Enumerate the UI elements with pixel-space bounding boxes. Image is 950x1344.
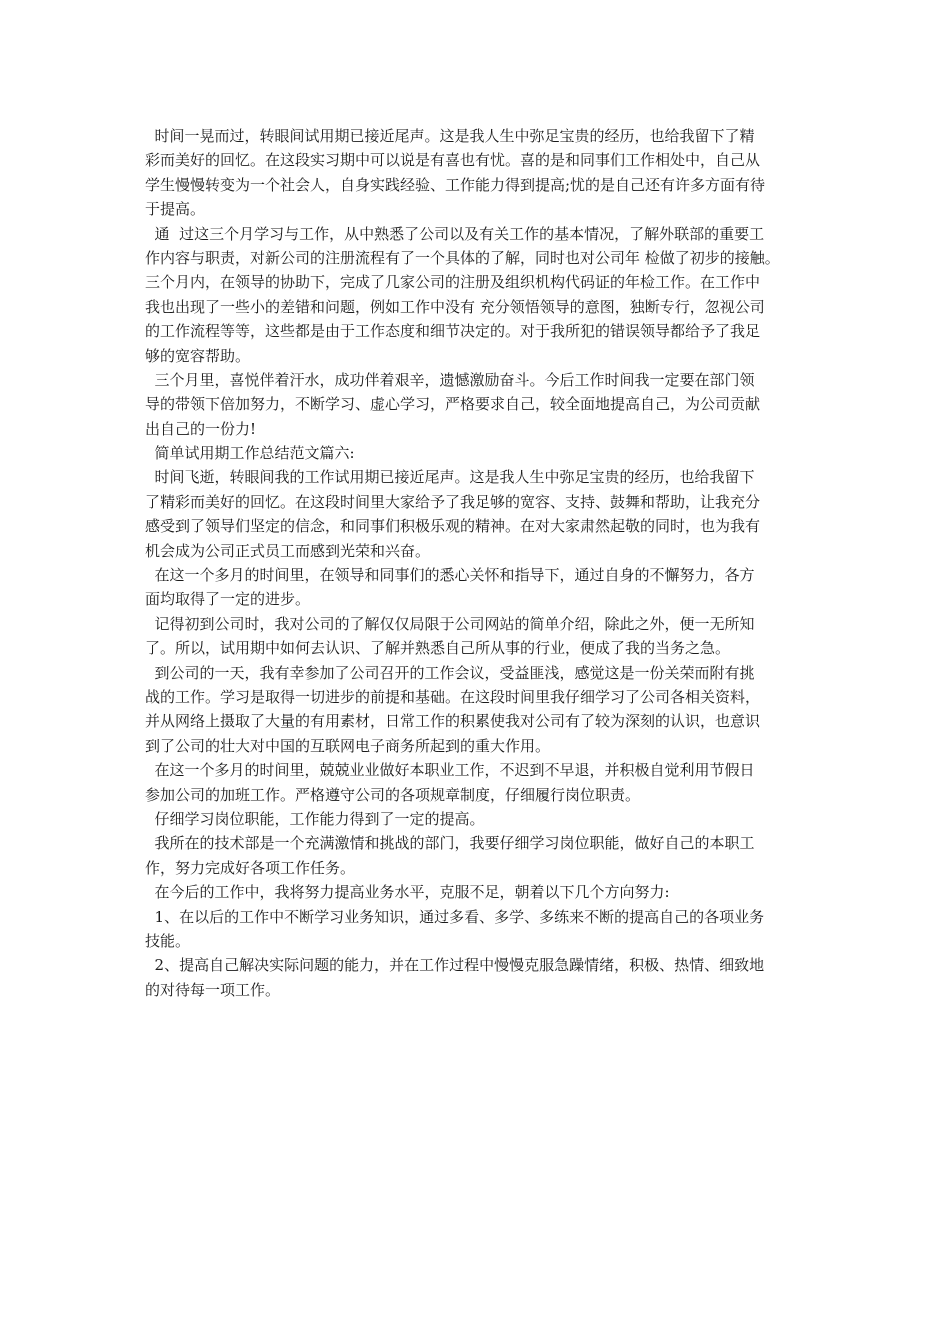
text-line: 到公司的一天，我有幸参加了公司召开的工作会议，受益匪浅，感觉这是一份关荣而附有挑	[145, 663, 755, 682]
text-line: 的工作流程等等，这些都是由于工作态度和细节决定的。对于我所犯的错误领导都给予了我足	[145, 322, 761, 341]
list-item-text: 的对待每一项工作。	[145, 980, 281, 999]
text-line: 时间飞逝，转眼间我的工作试用期已接近尾声。这是我人生中弥足宝贵的经历，也给我留下	[145, 468, 755, 487]
text-line: 在今后的工作中，我将努力提高业务水平，克服不足，朝着以下几个方向努力:	[145, 883, 670, 902]
text-line: 时间一晃而过，转眼间试用期已接近尾声。这是我人生中弥足宝贵的经历，也给我留下了精	[145, 127, 755, 145]
text-line: 我所在的技术部是一个充满激情和挑战的部门，我要仔细学习岗位职能，做好自己的本职工	[145, 834, 755, 853]
text-line: 仔细学习岗位职能，工作能力得到了一定的提高。	[145, 809, 485, 828]
text-line: 记得初到公司时，我对公司的了解仅仅局限于公司网站的简单介绍，除此之外，便一无所知	[145, 614, 755, 633]
text-line: 导的带领下倍加努力，不断学习、虚心学习，严格要求自己，较全面地提高自己，为公司贡献	[145, 395, 761, 414]
list-item-text: 1、在以后的工作中不断学习业务知识，通过多看、多学、多练来不断的提高自己的各项业务	[145, 907, 765, 926]
text-line: 三个月里，喜悦伴着汗水，成功伴着艰辛，遗憾激励奋斗。今后工作时间我一定要在部门领	[145, 370, 755, 389]
list-item-text: 技能。	[145, 931, 191, 950]
text-line: 于提高。	[145, 200, 206, 219]
text-line: 了。所以，试用期中如何去认识、了解并熟悉自己所从事的行业，便成了我的当务之急。	[145, 639, 731, 658]
text-line: 学生慢慢转变为一个社会人，自身实践经验、工作能力得到提高;忧的是自己还有许多方面有待	[145, 175, 766, 194]
text-line: 机会成为公司正式员工而感到光荣和兴奋。	[145, 541, 431, 560]
text-line: 在这一个多月的时间里，在领导和同事们的悉心关怀和指导下，通过自身的不懈努力，各方	[145, 566, 755, 585]
text-line: 出自己的一份力!	[145, 419, 257, 438]
text-line: 感受到了领导们坚定的信念，和同事们积极乐观的精神。在对大家肃然起敬的同时，也为我有	[145, 517, 761, 536]
text-line: 三个月内，在领导的协助下，完成了几家公司的注册及组织机构代码证的年检工作。在工作中	[145, 273, 761, 292]
text-line: 了精彩而美好的回忆。在这段时间里大家给予了我足够的宽容、支持、鼓舞和帮助，让我充分	[145, 492, 761, 511]
text-line: 在这一个多月的时间里，兢兢业业做好本职业工作，不迟到不早退，并积极自觉利用节假日	[145, 761, 755, 780]
text-line: 我也出现了一些小的差错和问题，例如工作中没有 充分领悟领导的意图，独断专行，忽视公司	[145, 297, 765, 316]
list-item-text: 2、提高自己解决实际问题的能力，并在工作过程中慢慢克服急躁情绪，积极、热情、细致地	[145, 956, 765, 975]
text-line: 作内容与职责，对新公司的注册流程有了一个具体的了解，同时也对公司年 检做了初步的接触。	[145, 248, 780, 267]
text-line: 作，努力完成好各项工作任务。	[145, 858, 356, 877]
text-line: 通 过这三个月学习与工作，从中熟悉了公司以及有关工作的基本情况，了解外联部的重要工	[145, 224, 765, 243]
text-line: 到了公司的壮大对中国的互联网电子商务所起到的重大作用。	[145, 736, 551, 755]
section-heading: 简单试用期工作总结范文篇六:	[145, 444, 355, 463]
text-line: 参加公司的加班工作。严格遵守公司的各项规章制度，仔细履行岗位职责。	[145, 785, 641, 804]
text-line: 彩而美好的回忆。在这段实习期中可以说是有喜也有忧。喜的是和同事们工作相处中，自己从	[145, 151, 761, 170]
text-line: 面均取得了一定的进步。	[145, 590, 311, 609]
text-line: 够的宽容帮助。	[145, 346, 251, 365]
text-line: 战的工作。学习是取得一切进步的前提和基础。在这段时间里我仔细学习了公司各相关资料，	[145, 687, 761, 706]
text-line: 并从网络上摄取了大量的有用素材，日常工作的积累使我对公司有了较为深刻的认识，也意识	[145, 712, 761, 731]
document-body	[145, 124, 825, 1002]
